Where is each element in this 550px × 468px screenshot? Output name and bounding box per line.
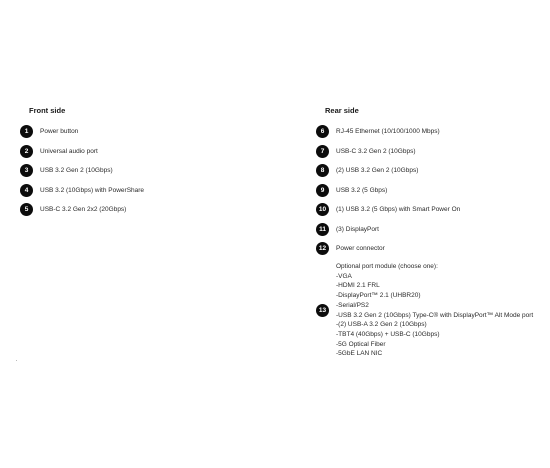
optional-port-module-item [316, 262, 533, 359]
module-option: Optional port module (choose one): [336, 263, 438, 270]
port-number-badge: 4 [20, 184, 33, 197]
module-option: -(2) USB-A 3.2 Gen 2 (10Gbps) [336, 321, 427, 329]
port-item [316, 202, 460, 217]
port-item [316, 163, 418, 178]
stray-mark [16, 360, 17, 361]
port-label: USB-C 3.2 Gen 2x2 (20Gbps) [40, 206, 127, 213]
module-option: -TBT4 (40Gbps) + USB-C (10Gbps) [336, 330, 440, 338]
module-option: -USB 3.2 Gen 2 (10Gbps) Type-C® with DisplayPort™ Alt Mode port [336, 311, 534, 319]
optional-port-module-list [336, 262, 533, 359]
port-number-badge: 11 [316, 223, 329, 236]
port-number-badge: 5 [20, 203, 33, 216]
port-item [316, 222, 379, 237]
port-item [316, 124, 440, 139]
module-option: -DisplayPort™ 2.1 (UHBR20) [336, 292, 421, 300]
port-item [20, 183, 144, 198]
port-label: (2) USB 3.2 Gen 2 (10Gbps) [336, 167, 419, 174]
port-item [20, 202, 126, 217]
module-option: -VGA [336, 272, 352, 280]
port-item [20, 163, 113, 178]
port-number-badge: 3 [20, 164, 33, 177]
port-number-badge: 12 [316, 242, 329, 255]
port-item [20, 144, 98, 159]
port-item [20, 124, 78, 139]
port-label: Power connector [336, 245, 385, 252]
port-label: USB 3.2 (10Gbps) with PowerShare [40, 186, 145, 194]
module-option: -5GbE LAN NIC [336, 350, 383, 358]
port-label: Universal audio port [40, 147, 98, 155]
port-number-badge: 9 [316, 184, 329, 197]
port-label: USB-C 3.2 Gen 2 (10Gbps) [336, 147, 416, 155]
port-number-badge: 7 [316, 145, 329, 158]
port-label: USB 3.2 Gen 2 (10Gbps) [40, 167, 113, 174]
port-item [316, 183, 387, 198]
port-number-badge: 1 [20, 125, 33, 138]
port-number-badge: 10 [316, 203, 329, 216]
port-number-badge: 13 [316, 304, 329, 317]
port-number-badge: 8 [316, 164, 329, 177]
module-option: -5G Optical Fiber [336, 340, 386, 348]
port-label: Power button [40, 128, 79, 135]
port-label: (3) DisplayPort [336, 225, 379, 233]
port-number-badge: 6 [316, 125, 329, 138]
port-item [316, 241, 385, 256]
port-number-badge: 2 [20, 145, 33, 158]
module-option: -Serial/PS2 [336, 301, 369, 309]
port-label: RJ-45 Ethernet (10/100/1000 Mbps) [336, 128, 440, 135]
rear-side-heading: Rear side [325, 106, 359, 115]
port-label: (1) USB 3.2 (5 Gbps) with Smart Power On [336, 206, 461, 213]
port-label: USB 3.2 (5 Gbps) [336, 186, 388, 194]
front-side-heading: Front side [29, 106, 66, 115]
module-option: -HDMI 2.1 FRL [336, 282, 380, 290]
port-item [316, 144, 415, 159]
